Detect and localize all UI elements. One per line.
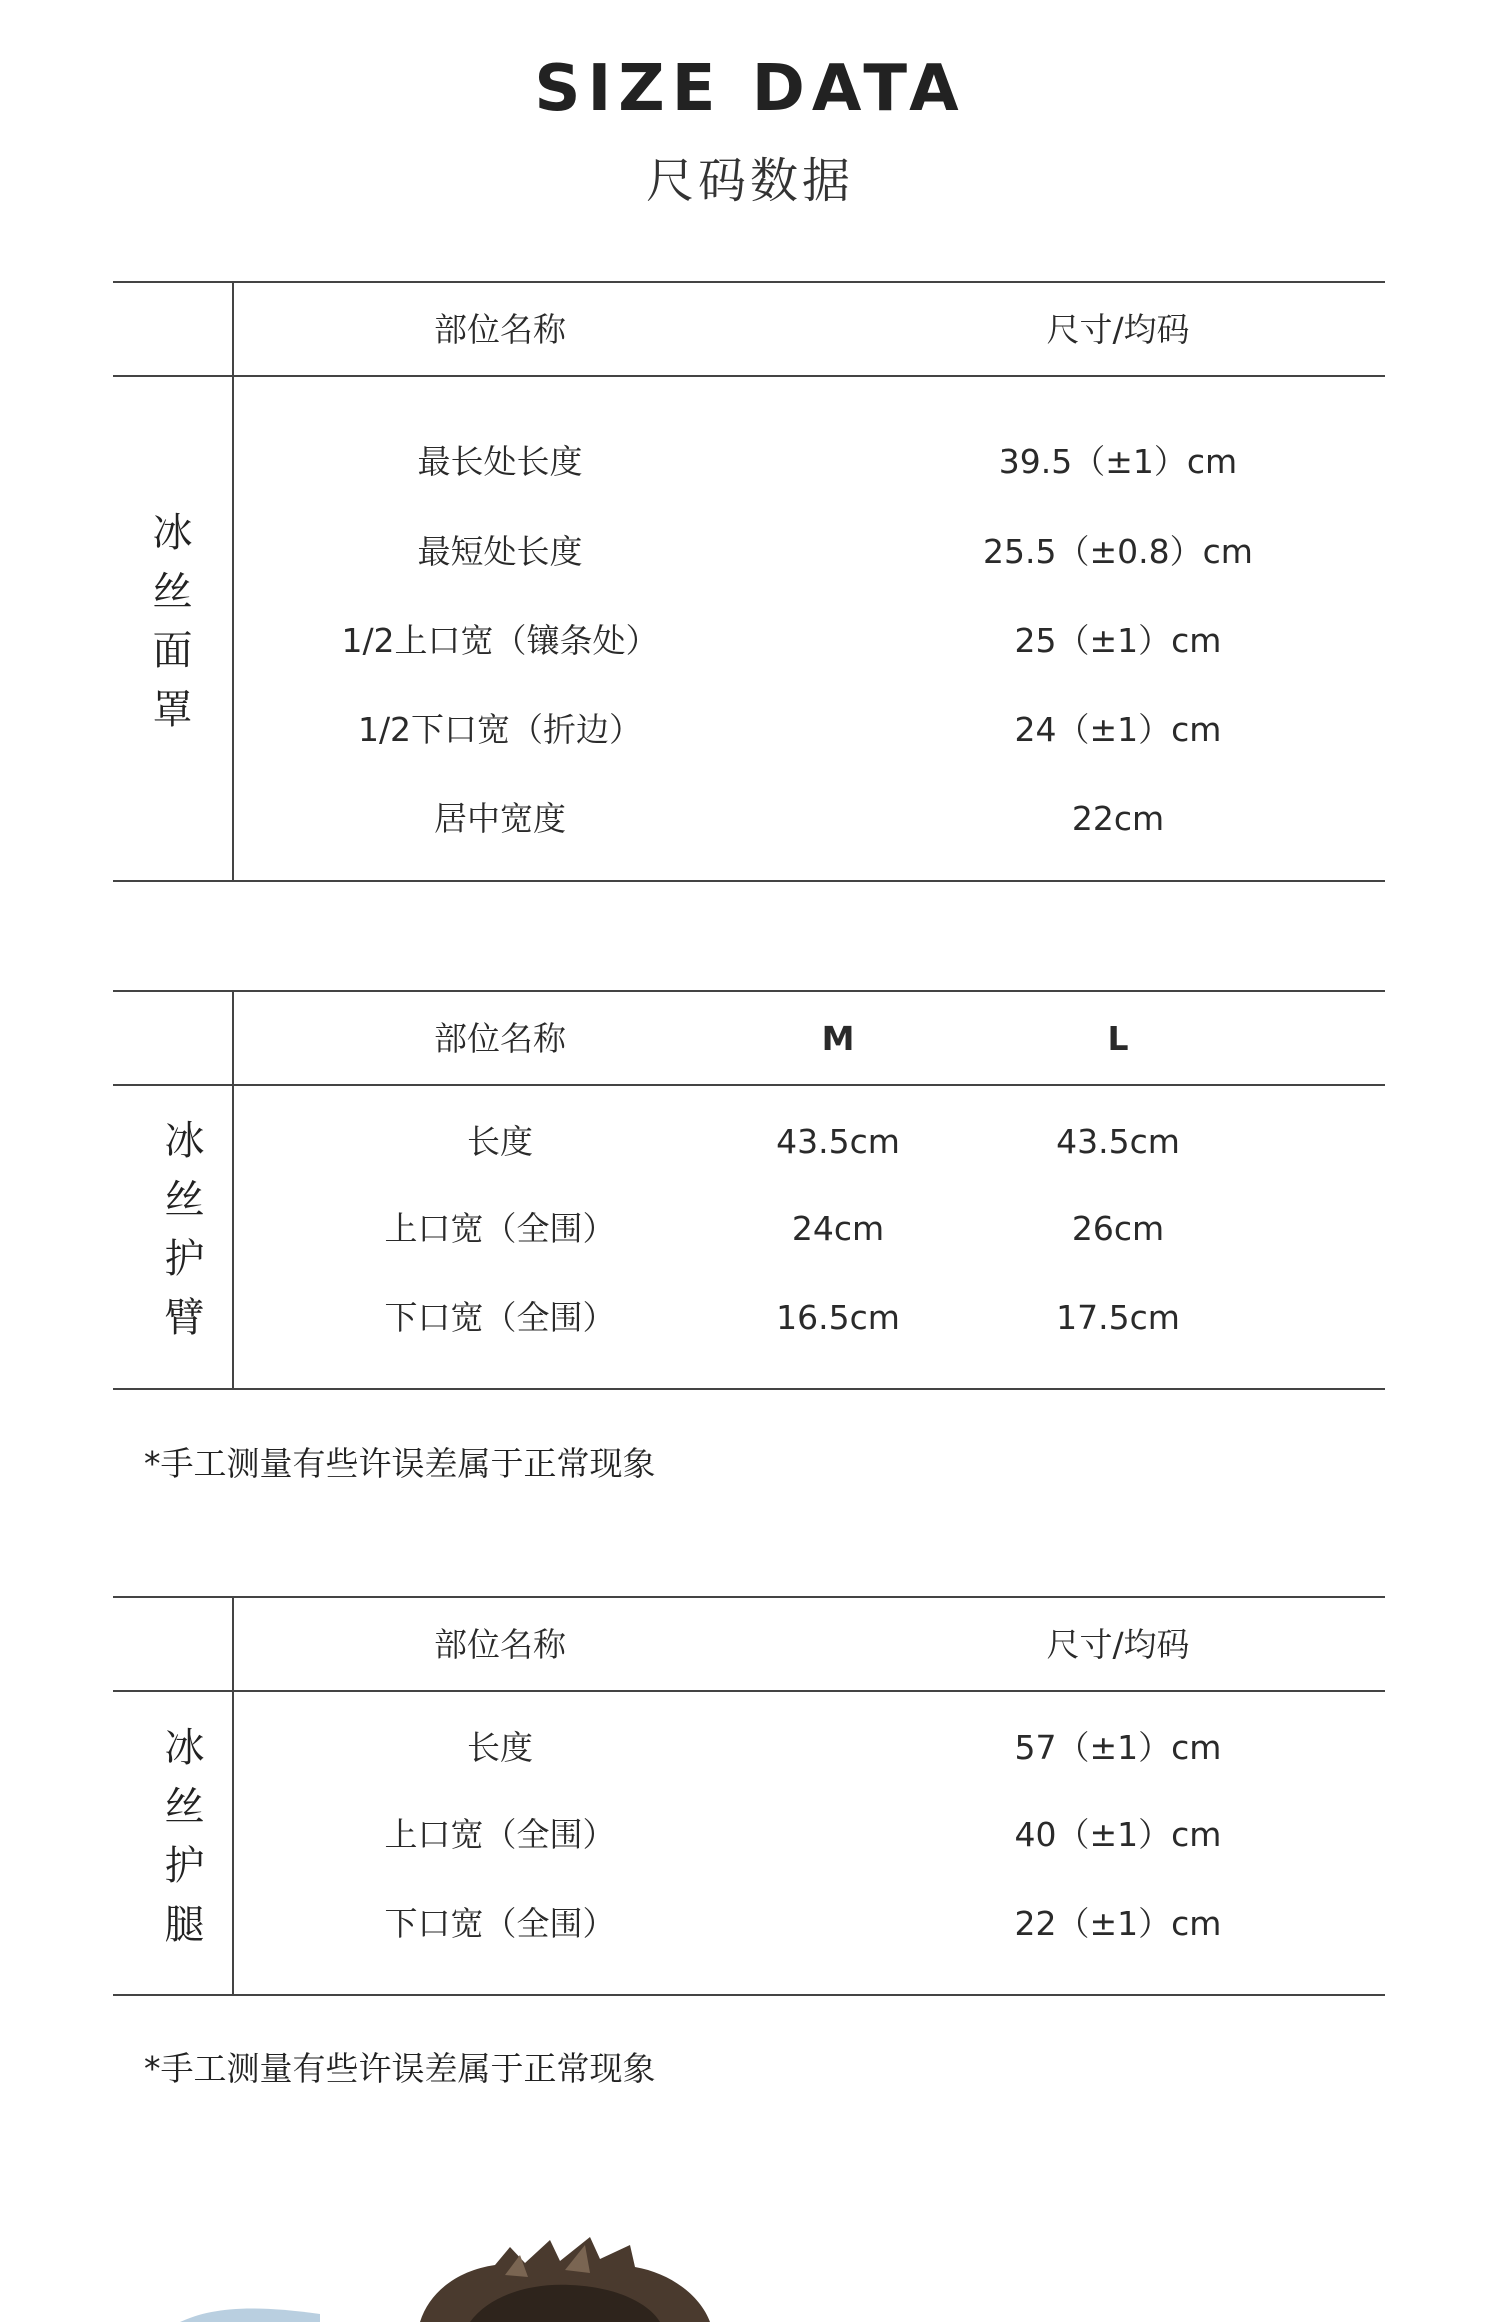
table-row-part: 长度 bbox=[467, 1728, 533, 1767]
table-row-value-m: 16.5cm bbox=[776, 1298, 900, 1337]
table-row-value: 24（±1）cm bbox=[1014, 710, 1222, 749]
table-header-rule bbox=[113, 1690, 1385, 1692]
leg-category-label bbox=[125, 1719, 244, 1955]
column-header-size: 尺寸/均码 bbox=[1046, 310, 1190, 349]
measurement-note: *手工测量有些许误差属于正常现象 bbox=[144, 2049, 656, 2088]
table-divider bbox=[232, 281, 234, 882]
table-row-value-m: 24cm bbox=[791, 1209, 885, 1248]
arm-size-table bbox=[113, 990, 1385, 1390]
column-header-size: 尺寸/均码 bbox=[1046, 1625, 1190, 1664]
column-header-l: L bbox=[1107, 1019, 1129, 1058]
column-header-part: 部位名称 bbox=[434, 310, 566, 349]
table-header-rule bbox=[113, 1084, 1385, 1086]
table-row-value-l: 17.5cm bbox=[1056, 1298, 1180, 1337]
table-row-value-m: 43.5cm bbox=[776, 1122, 900, 1161]
table-row-value: 22（±1）cm bbox=[1014, 1904, 1222, 1943]
background-decoration bbox=[180, 2300, 320, 2322]
table-row-part: 最长处长度 bbox=[417, 442, 583, 481]
table-bottom-rule bbox=[113, 1388, 1385, 1390]
table-bottom-rule bbox=[113, 880, 1385, 882]
label-char: 丝 bbox=[164, 1784, 205, 1830]
table-bottom-rule bbox=[113, 1994, 1385, 1996]
table-row-part: 下口宽（全围） bbox=[384, 1298, 616, 1337]
label-char: 护 bbox=[164, 1843, 205, 1889]
arm-category-label bbox=[125, 1112, 244, 1348]
page-title-cn: 尺码数据 bbox=[645, 153, 854, 209]
table-row-value-l: 26cm bbox=[1071, 1209, 1165, 1248]
model-photo bbox=[400, 2235, 730, 2322]
column-header-part: 部位名称 bbox=[434, 1625, 566, 1664]
table-row-part: 居中宽度 bbox=[434, 799, 566, 838]
label-char: 臂 bbox=[164, 1295, 205, 1341]
table-row-part: 长度 bbox=[467, 1122, 533, 1161]
label-char: 冰 bbox=[152, 510, 193, 556]
label-char: 面 bbox=[152, 628, 193, 674]
table-row-value: 22cm bbox=[1071, 799, 1165, 838]
table-row-value: 25（±1）cm bbox=[1014, 621, 1222, 660]
table-row-value: 39.5（±1）cm bbox=[998, 442, 1238, 481]
mask-category-label bbox=[113, 504, 232, 740]
table-row-value: 40（±1）cm bbox=[1014, 1815, 1222, 1854]
table-row-part: 上口宽（全围） bbox=[384, 1209, 616, 1248]
table-row-value: 57（±1）cm bbox=[1014, 1728, 1222, 1767]
column-header-m: M bbox=[821, 1019, 855, 1058]
table-header-rule bbox=[113, 375, 1385, 377]
measurement-note: *手工测量有些许误差属于正常现象 bbox=[144, 1444, 656, 1483]
table-row-part: 最短处长度 bbox=[417, 532, 583, 571]
mask-size-table bbox=[113, 281, 1385, 882]
label-char: 冰 bbox=[164, 1725, 205, 1771]
table-top-rule bbox=[113, 281, 1385, 283]
table-row-value: 25.5（±0.8）cm bbox=[983, 532, 1253, 571]
table-top-rule bbox=[113, 1596, 1385, 1598]
table-top-rule bbox=[113, 990, 1385, 992]
label-char: 冰 bbox=[164, 1118, 205, 1164]
table-row-part: 下口宽（全围） bbox=[384, 1904, 616, 1943]
leg-size-table bbox=[113, 1596, 1385, 1996]
label-char: 丝 bbox=[164, 1177, 205, 1223]
table-row-part: 上口宽（全围） bbox=[384, 1815, 616, 1854]
table-row-part: 1/2下口宽（折边） bbox=[357, 710, 643, 749]
label-char: 罩 bbox=[152, 687, 193, 733]
page-title-en: SIZE DATA bbox=[534, 52, 966, 126]
table-row-part: 1/2上口宽（镶条处） bbox=[341, 621, 659, 660]
table-row-value-l: 43.5cm bbox=[1056, 1122, 1180, 1161]
label-char: 护 bbox=[164, 1236, 205, 1282]
column-header-part: 部位名称 bbox=[434, 1019, 566, 1058]
label-char: 丝 bbox=[152, 569, 193, 615]
label-char: 腿 bbox=[164, 1902, 205, 1948]
